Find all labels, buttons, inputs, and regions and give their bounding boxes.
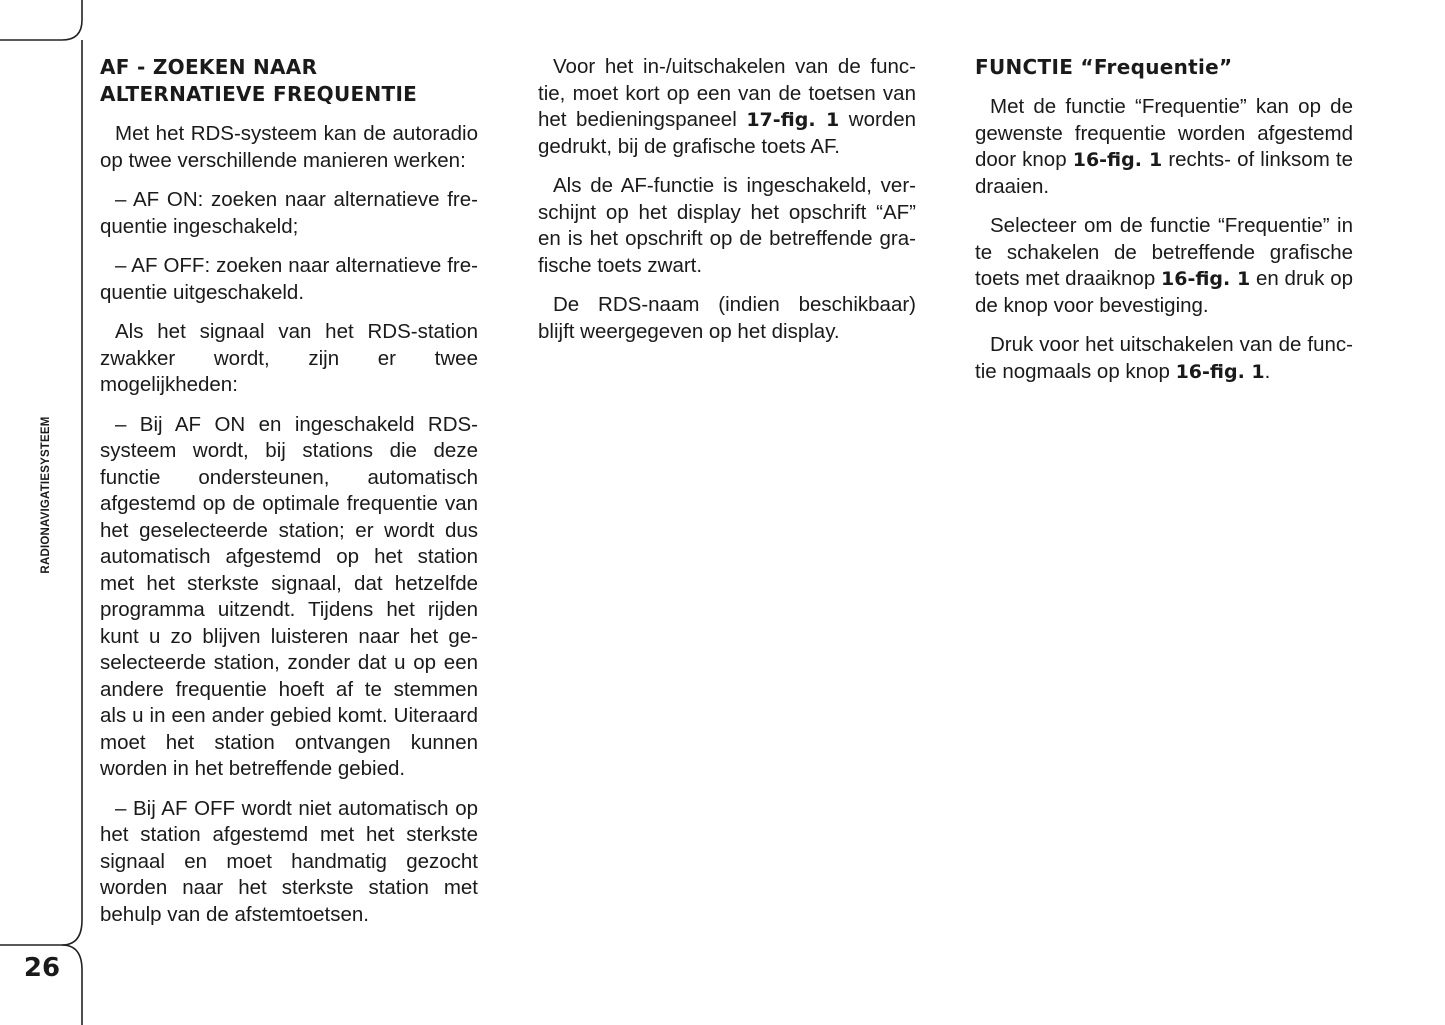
column-3 [975, 54, 1353, 398]
text-run: Selecteer om de functie “Frequentie” in te schakelen de betreffende grafische toets met draaiknop [975, 214, 1353, 290]
column-1 [100, 54, 478, 941]
paragraph [975, 94, 1353, 200]
text-run: . [1264, 359, 1271, 383]
text-run: en druk op de knop voor bevestiging. [975, 267, 1354, 317]
paragraph [975, 213, 1353, 319]
paragraph: Als de AF-functie is ingeschakeld, verschijnt op het display het opschrift “AF” en is het opschrift op de betreffende grafische toets zwart. [538, 174, 916, 277]
paragraph: – AF OFF: zoeken naar alternatieve frequentie uitgeschakeld. [100, 254, 478, 304]
figure-reference: 16-fig. 1 [1175, 360, 1265, 383]
text-run: worden gedrukt, bij de grafische toets AF. [538, 108, 916, 158]
paragraph [975, 332, 1353, 385]
section-side-label: RADIONAVIGATIESYSTEEM [40, 416, 52, 574]
section-heading-frequentie: FUNCTIE “Frequentie” [975, 55, 1233, 79]
figure-reference: 17-fig. 1 [746, 109, 840, 131]
paragraph: – Bij AF ON en ingeschakeld RDS-systeem wordt, bij stations die deze functie ondersteunen, automatisch afgestemd op de optimale frequentie van het geselecteerde station; er wordt dus automatisch afgestemd op het station met het sterkste signaal, dat hetzelfde programma uitzendt. Tijdens het rijden kunt u zo blijven luisteren naar het geselecteerde station, zonder dat u op een andere frequentie hoeft af te stemmen als u in een ander gebied komt. Uiteraard moet het station ontvangen kunnen worden in het betreffende gebied. [100, 412, 478, 780]
section-heading-af [100, 54, 478, 108]
text-run: rechts- of linksom te draaien. [975, 148, 1353, 198]
figure-reference: 16-fig. 1 [1072, 149, 1163, 171]
paragraph: – Bij AF OFF wordt niet automatisch op het station afgestemd met het sterkste signaal en moet handmatig gezocht worden naar het sterkste station met behulp van de afstemtoetsen. [100, 796, 478, 926]
paragraph: – AF ON: zoeken naar alternatieve frequentie ingeschakeld; [100, 188, 478, 238]
column-2 [538, 54, 916, 358]
heading-line-2: ALTERNATIEVE FREQUENTIE [100, 82, 418, 106]
heading-line-1: AF - ZOEKEN NAAR [100, 55, 318, 79]
paragraph: De RDS-naam (indien beschikbaar) blijft weergegeven op het display. [538, 293, 916, 343]
paragraph: Als het signaal van het RDS-station zwakker wordt, zijn er twee mogelijkheden: [100, 320, 478, 396]
figure-reference: 16-fig. 1 [1161, 268, 1251, 290]
paragraph: Met het RDS-systeem kan de autoradio op twee verschillende manieren werken: [100, 122, 478, 172]
text-run: Voor het in-/uitschakelen van de functie, moet kort op een van de toetsen van het bedieningspaneel [538, 55, 916, 131]
text-run: Druk voor het uitschakelen van de functie nogmaals op knop [975, 333, 1353, 383]
text-run: Met de functie “Frequentie” kan op de gewenste frequentie worden afgestemd door knop [975, 95, 1353, 171]
paragraph [538, 54, 916, 160]
page-number: 26 [23, 953, 61, 983]
